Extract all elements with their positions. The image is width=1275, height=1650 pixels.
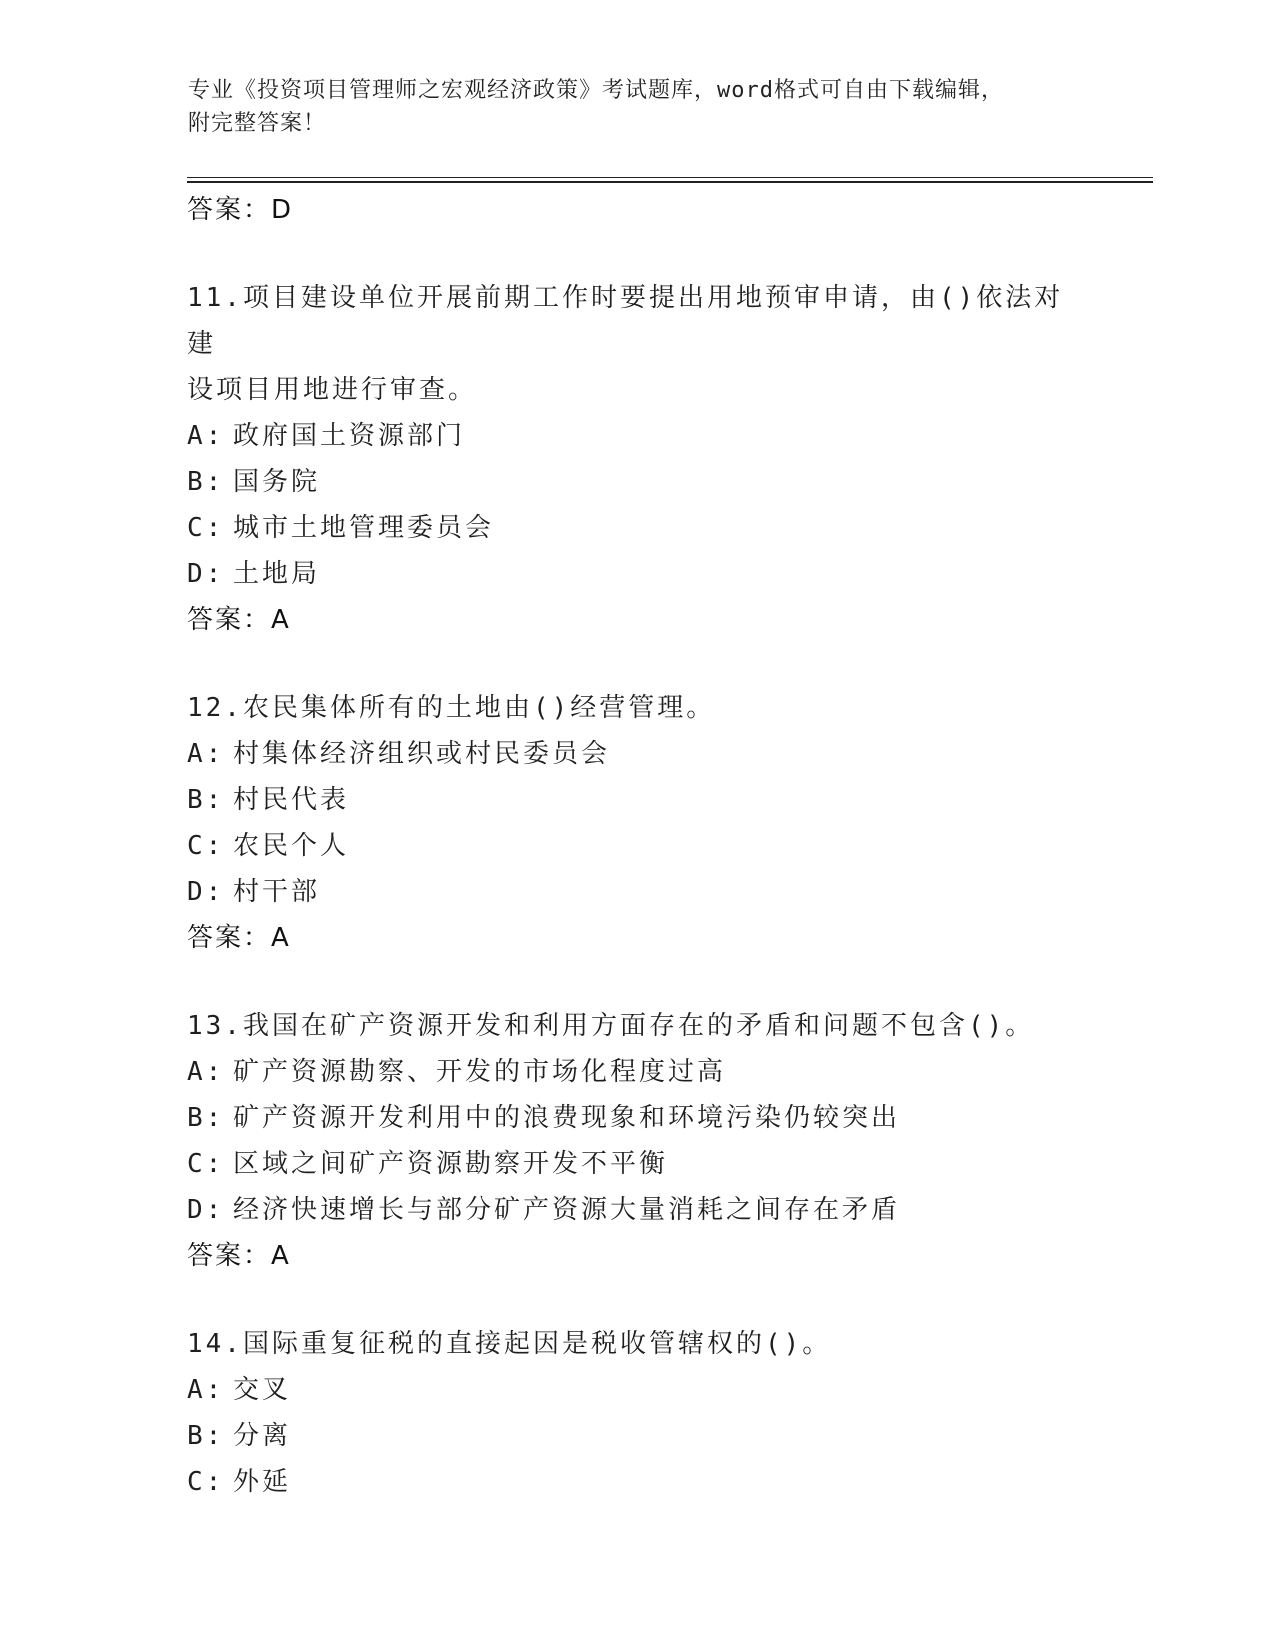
question-stem: 14.国际重复征税的直接起因是税收管辖权的()。 bbox=[187, 1329, 832, 1359]
option-label: D: bbox=[187, 1195, 225, 1225]
answer-line: 答案：A bbox=[187, 1241, 291, 1271]
option-label: C: bbox=[187, 831, 225, 861]
option-text: 交叉 bbox=[233, 1375, 292, 1405]
header-line-2: 附完整答案！ bbox=[188, 111, 327, 136]
option-label: C: bbox=[187, 1149, 225, 1179]
previous-answer: 答案：D bbox=[187, 195, 294, 225]
option-b bbox=[187, 1413, 1087, 1459]
question-stem: 13.我国在矿产资源开发和利用方面存在的矛盾和问题不包含()。 bbox=[187, 1011, 1035, 1041]
option-c bbox=[187, 823, 1087, 869]
header-divider-thick bbox=[187, 181, 1153, 183]
option-b bbox=[187, 1095, 1087, 1141]
question-list bbox=[187, 187, 1087, 1505]
option-text: 农民个人 bbox=[233, 831, 350, 861]
option-label: D: bbox=[187, 877, 225, 907]
question-stem-continued: 设项目用地进行审查。 bbox=[187, 375, 478, 405]
option-text: 土地局 bbox=[233, 559, 321, 589]
option-label: C: bbox=[187, 1467, 225, 1497]
option-c bbox=[187, 505, 1087, 551]
option-label: A: bbox=[187, 1375, 225, 1405]
option-text: 外延 bbox=[233, 1467, 292, 1497]
option-text: 城市土地管理委员会 bbox=[233, 513, 495, 543]
question-stem: 12.农民集体所有的土地由()经营管理。 bbox=[187, 693, 716, 723]
option-text: 村集体经济组织或村民委员会 bbox=[233, 739, 611, 769]
document-header bbox=[188, 74, 1088, 140]
option-b bbox=[187, 459, 1087, 505]
option-c bbox=[187, 1141, 1087, 1187]
option-label: B: bbox=[187, 1421, 225, 1451]
header-line-1: 专业《投资项目管理师之宏观经济政策》考试题库，word格式可自由下载编辑， bbox=[188, 78, 1004, 103]
option-text: 国务院 bbox=[233, 467, 321, 497]
option-c bbox=[187, 1459, 1087, 1505]
answer-line: 答案：A bbox=[187, 605, 291, 635]
question-11 bbox=[187, 275, 1087, 643]
option-text: 政府国土资源部门 bbox=[233, 421, 466, 451]
option-label: B: bbox=[187, 785, 225, 815]
question-13 bbox=[187, 1003, 1087, 1279]
option-label: D: bbox=[187, 559, 225, 589]
header-divider-thin bbox=[187, 177, 1153, 178]
option-label: B: bbox=[187, 1103, 225, 1133]
option-a bbox=[187, 731, 1087, 777]
option-d bbox=[187, 869, 1087, 915]
option-label: A: bbox=[187, 1057, 225, 1087]
option-text: 经济快速增长与部分矿产资源大量消耗之间存在矛盾 bbox=[233, 1195, 901, 1225]
option-text: 区域之间矿产资源勘察开发不平衡 bbox=[233, 1149, 669, 1179]
option-a bbox=[187, 413, 1087, 459]
option-label: C: bbox=[187, 513, 225, 543]
option-text: 村干部 bbox=[233, 877, 321, 907]
option-text: 矿产资源开发利用中的浪费现象和环境污染仍较突出 bbox=[233, 1103, 901, 1133]
option-label: A: bbox=[187, 739, 225, 769]
option-label: B: bbox=[187, 467, 225, 497]
option-text: 矿产资源勘察、开发的市场化程度过高 bbox=[233, 1057, 727, 1087]
answer-line: 答案：A bbox=[187, 923, 291, 953]
option-d bbox=[187, 551, 1087, 597]
question-stem: 11.项目建设单位开展前期工作时要提出用地预审申请，由()依法对建 bbox=[187, 283, 1064, 359]
question-14 bbox=[187, 1321, 1087, 1505]
option-label: A: bbox=[187, 421, 225, 451]
option-a bbox=[187, 1367, 1087, 1413]
option-b bbox=[187, 777, 1087, 823]
option-d bbox=[187, 1187, 1087, 1233]
option-a bbox=[187, 1049, 1087, 1095]
option-text: 分离 bbox=[233, 1421, 292, 1451]
option-text: 村民代表 bbox=[233, 785, 350, 815]
question-12 bbox=[187, 685, 1087, 961]
